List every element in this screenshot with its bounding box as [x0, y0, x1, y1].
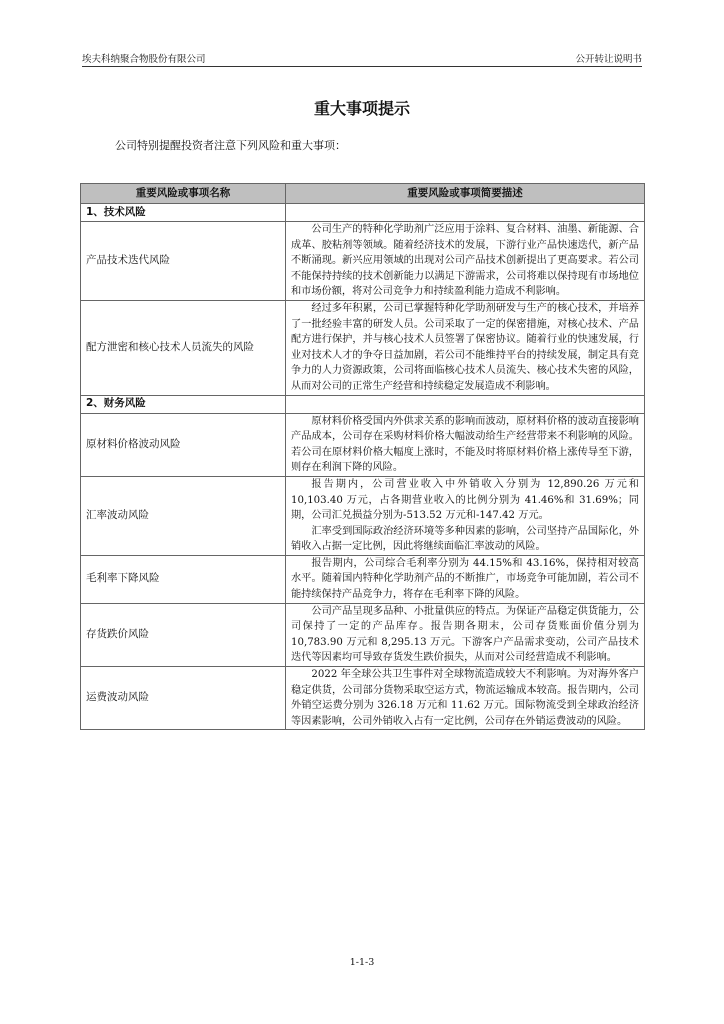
description-paragraph: 原材料价格受国内外供求关系的影响而波动，原材料价格的波动直接影响产品成本，公司存在采购材料价格大幅波动给生产经营带来不利影响的风险。若公司在原材料价格大幅度上涨时，不能及时将原材料价格上涨传导至下游，则存在利润下降的风险。 — [291, 415, 639, 474]
description-paragraph: 2022 年全球公共卫生事件对全球物流造成较大不利影响。为对海外客户稳定供货，公司部分货物采取空运方式，物流运输成本较高。报告期内，公司外销空运费分别为 326.18 万元和 11.62 万元。国际物流受到全球政治经济等因素影响，公司外销收入占有一定比例，公司存在外销运费波动的风险。 — [291, 669, 639, 727]
category-empty-cell — [286, 204, 645, 222]
risk-name: 毛利率下降风险 — [81, 555, 286, 603]
table-header-row — [81, 184, 645, 204]
table-row — [81, 413, 645, 476]
description-paragraph: 汇率受到国际政治经济环境等多种因素的影响，公司坚持产品国际化，外销收入占据一定比例，因此将继续面临汇率波动的风险。 — [291, 525, 639, 553]
description-paragraph: 公司产品呈现多品种、小批量供应的特点。为保证产品稳定供货能力，公司保持了一定的产品库存。报告期各期末，公司存货账面价值分别为 10,783.90 万元和 8,295.13 万元。下游客户产品需求变动，公司产品技术迭代等因素均可导致存货发生跌价损失，从而对公司经营造成不利影响。 — [291, 605, 639, 664]
page-number: 1-1-3 — [349, 957, 375, 968]
header-document-type: 公开转让说明书 — [575, 54, 642, 65]
risk-name: 存货跌价风险 — [81, 603, 286, 666]
risk-name: 原材料价格波动风险 — [81, 413, 286, 476]
description-paragraph: 报告期内，公司营业收入中外销收入分别为 12,890.26 万元和 10,103.40 万元，占各期营业收入的比例分别为 41.46%和 31.69%；同期，公司汇兑损益分别为-513.52 万元和-147.42 万元。 — [291, 478, 639, 522]
table-row — [81, 603, 645, 666]
table-row — [81, 476, 645, 555]
risk-description — [286, 476, 645, 555]
risk-description — [286, 413, 645, 476]
risk-name: 产品技术迭代风险 — [81, 222, 286, 301]
category-empty-cell — [286, 395, 645, 413]
table-row — [81, 667, 645, 730]
category-label: 1、技术风险 — [81, 204, 286, 222]
description-paragraph: 经过多年积累，公司已掌握特种化学助剂研发与生产的核心技术，并培养了一批经验丰富的研发人员。公司采取了一定的保密措施，对核心技术、产品配方进行保护，并与核心技术人员签署了保密协议。随着行业的快速发展，行业对技术人才的争夺日益加剧，若公司不能维持平台的持续发展，制定具有竞争力的人力资源政策，公司将面临核心技术人员流失、核心技术失密的风险，从而对公司的正常生产经营和持续稳定发展造成不利影响。 — [291, 302, 639, 392]
category-row-financial — [81, 395, 645, 413]
page-title: 重大事项提示 — [313, 99, 410, 118]
table-row — [81, 300, 645, 395]
table-row — [81, 555, 645, 603]
column-header-risk-description: 重要风险或事项简要描述 — [286, 184, 645, 204]
header-company-name: 埃夫科纳聚合物股份有限公司 — [82, 54, 206, 65]
description-paragraph: 报告期内，公司综合毛利率分别为 44.15%和 43.16%，保持相对较高水平。随着国内特种化学助剂产品的不断推广，市场竞争可能加剧，若公司不能持续保持产品竞争力，将存在毛利率下降的风险。 — [291, 557, 639, 601]
category-label: 2、财务风险 — [81, 395, 286, 413]
risk-table — [80, 183, 645, 730]
table-row — [81, 222, 645, 301]
intro-text: 公司特别提醒投资者注意下列风险和重大事项： — [115, 139, 346, 152]
risk-description — [286, 555, 645, 603]
risk-name: 汇率波动风险 — [81, 476, 286, 555]
description-paragraph: 公司生产的特种化学助剂广泛应用于涂料、复合材料、油墨、新能源、合成革、胶粘剂等领域。随着经济技术的发展，下游行业产品快速迭代，新产品不断涌现。新兴应用领域的出现对公司产品技术创新提出了更高要求。若公司不能保持持续的技术创新能力以满足下游需求，公司将难以保持现有市场地位和市场份额，将对公司竞争力和持续盈利能力造成不利影响。 — [291, 224, 639, 298]
category-row-technical — [81, 204, 645, 222]
page-header — [82, 50, 642, 67]
risk-description — [286, 300, 645, 395]
risk-name: 配方泄密和核心技术人员流失的风险 — [81, 300, 286, 395]
risk-description — [286, 667, 645, 730]
risk-description — [286, 603, 645, 666]
risk-description — [286, 222, 645, 301]
risk-name: 运费波动风险 — [81, 667, 286, 730]
column-header-risk-name: 重要风险或事项名称 — [81, 184, 286, 204]
